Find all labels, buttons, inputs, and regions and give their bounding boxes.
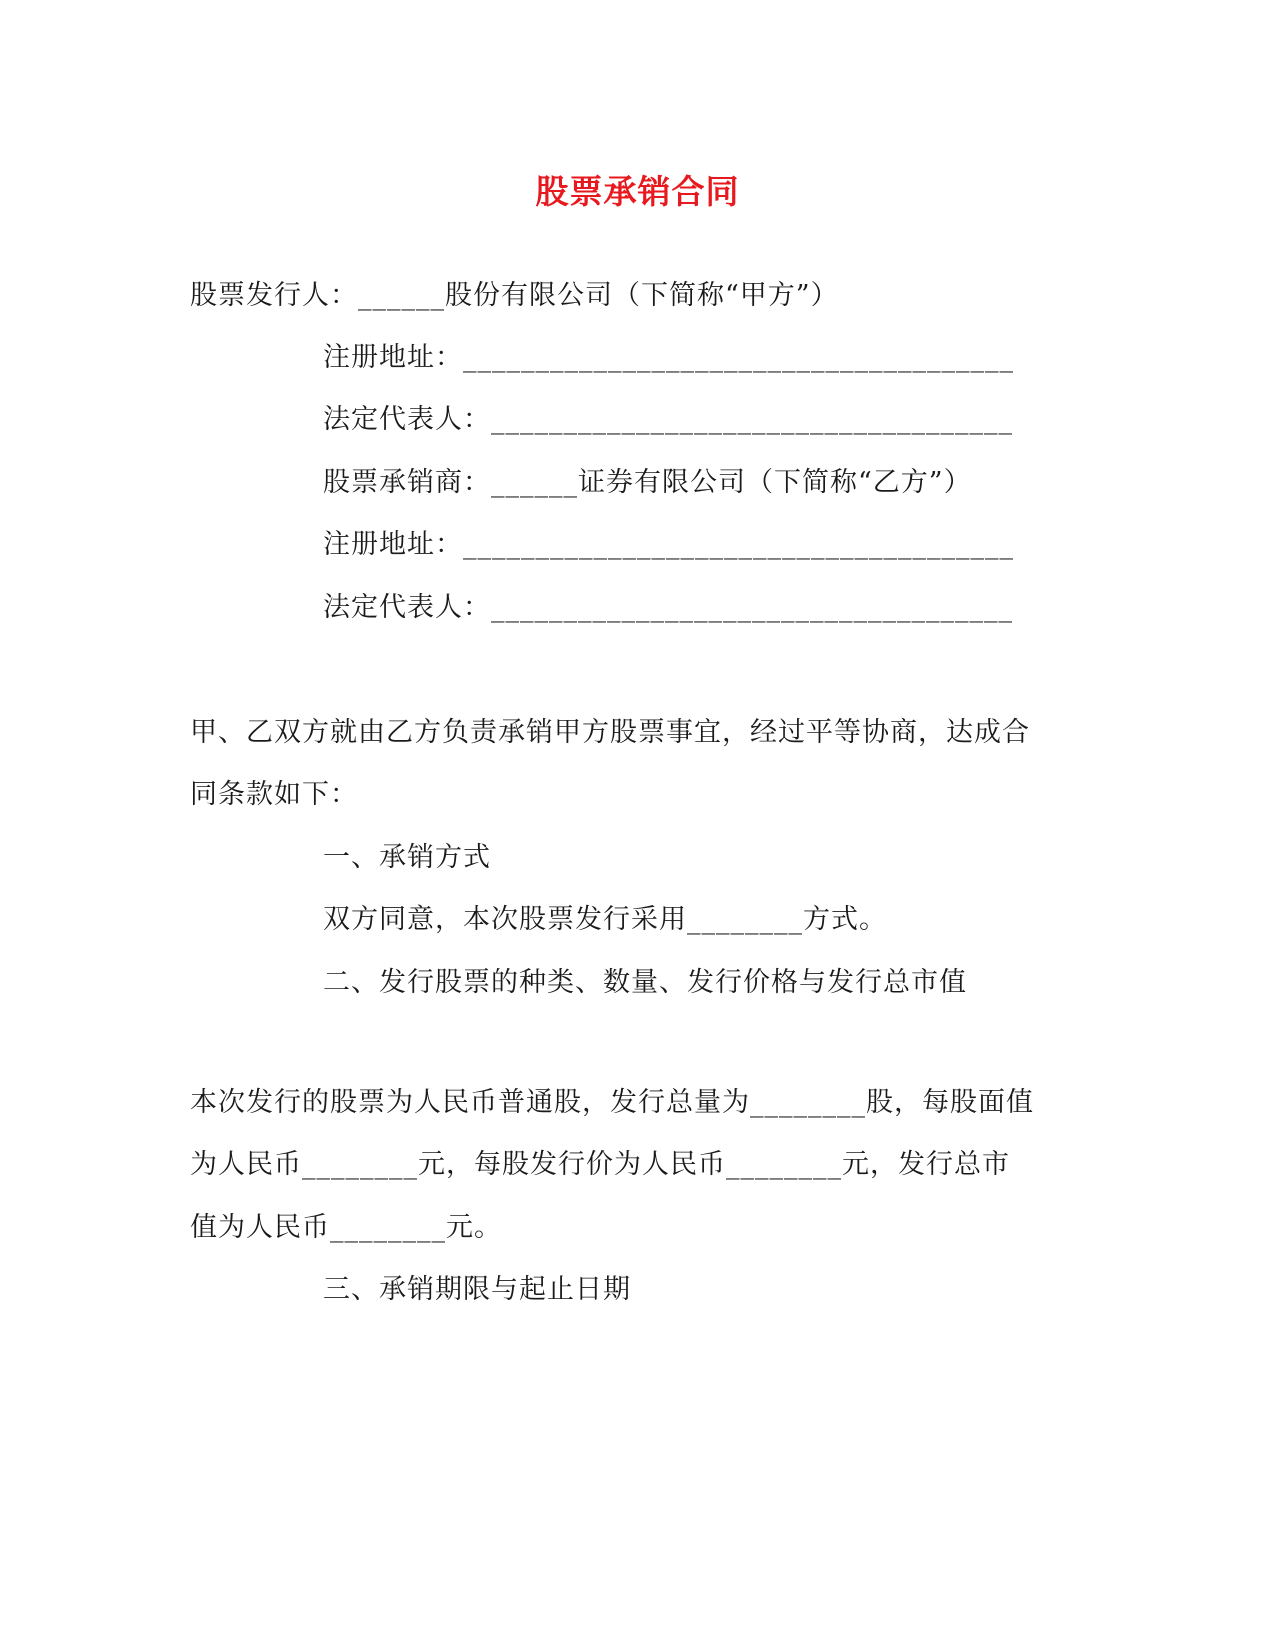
underwriter-address-line: 注册地址：______________________________________ (323, 529, 1014, 560)
preamble-line-1: 甲、乙双方就由乙方负责承销甲方股票事宜，经过平等协商，达成合 (190, 717, 1030, 748)
underwriter-line: 股票承销商：______证券有限公司（下简称“乙方”） (323, 467, 972, 498)
issuer-line: 股票发行人：______股份有限公司（下简称“甲方”） (190, 280, 839, 311)
section-1-heading: 一、承销方式 (323, 842, 491, 873)
document-title: 股票承销合同 (535, 172, 740, 211)
section-2-line-3: 值为人民币________元。 (190, 1212, 502, 1243)
section-1-text: 双方同意，本次股票发行采用________方式。 (323, 904, 887, 935)
underwriter-representative-line: 法定代表人：____________________________________ (323, 592, 1013, 623)
section-2-heading: 二、发行股票的种类、数量、发行价格与发行总市值 (323, 967, 967, 998)
issuer-representative-line: 法定代表人：____________________________________ (323, 404, 1013, 435)
section-2-line-2: 为人民币________元，每股发行价为人民币________元，发行总市 (190, 1149, 1010, 1180)
section-2-line-1: 本次发行的股票为人民币普通股，发行总量为________股，每股面值 (190, 1087, 1034, 1118)
section-3-heading: 三、承销期限与起止日期 (323, 1274, 631, 1305)
issuer-address-line: 注册地址：______________________________________ (323, 342, 1014, 373)
preamble-line-2: 同条款如下： (190, 779, 358, 810)
